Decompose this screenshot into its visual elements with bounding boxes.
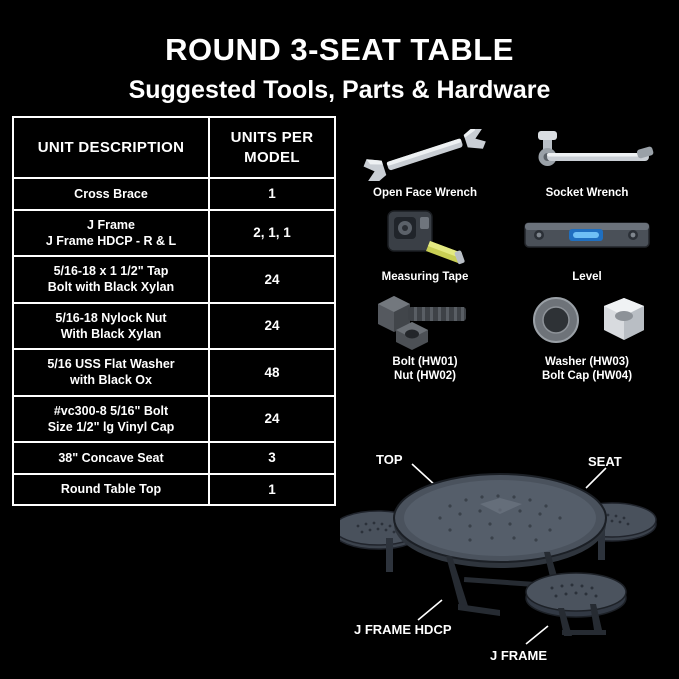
level-icon <box>506 204 668 268</box>
row-units: 1 <box>209 178 335 210</box>
callout-seat: SEAT <box>588 454 622 469</box>
page-subtitle: Suggested Tools, Parts & Hardware <box>128 76 551 104</box>
row-description-line1: 5/16 USS Flat Washer <box>47 357 175 372</box>
row-description <box>13 396 209 443</box>
row-description-line1: 38" Concave Seat <box>58 450 164 465</box>
callout-j-frame: J FRAME <box>490 648 548 663</box>
callout-j-frame-hdcp: J FRAME HDCP <box>354 622 452 637</box>
tool-label <box>344 270 506 284</box>
row-units: 3 <box>209 442 335 474</box>
row-units: 1 <box>209 474 335 506</box>
table-row <box>13 396 335 443</box>
tool-label-line2: Bolt Cap (HW04) <box>541 370 633 383</box>
tool-label-line1: Open Face Wrench <box>373 187 477 199</box>
row-description-line2: Bolt with Black Xylan <box>47 280 175 295</box>
tools-panel <box>344 126 668 384</box>
table-row <box>13 210 335 257</box>
product-drawing <box>340 440 676 674</box>
tool-label-line1: Socket Wrench <box>545 187 629 199</box>
tool-item <box>506 204 668 284</box>
row-description-line1: 5/16-18 Nylock Nut <box>55 310 167 325</box>
row-description-line2: Size 1/2" lg Vinyl Cap <box>47 419 175 434</box>
row-description <box>13 178 209 210</box>
tool-label <box>344 355 506 384</box>
row-description-line1: 5/16-18 x 1 1/2" Tap <box>53 264 169 279</box>
tool-label <box>506 270 668 284</box>
table-header-row <box>13 117 335 178</box>
column-header-units-line1: UNITS PER <box>230 129 314 146</box>
product-illustration <box>340 440 676 674</box>
row-description-line2: With Black Xylan <box>60 326 162 341</box>
callout-top: TOP <box>376 452 403 467</box>
row-description <box>13 442 209 474</box>
tool-item <box>344 126 506 200</box>
row-description-line1: J Frame <box>87 217 135 232</box>
row-description <box>13 256 209 303</box>
tool-label-line1: Washer (HW03) <box>545 355 629 368</box>
tool-label-line1: Measuring Tape <box>381 271 469 284</box>
tool-item <box>506 126 668 200</box>
row-description <box>13 474 209 506</box>
row-units: 24 <box>209 303 335 350</box>
table-row <box>13 178 335 210</box>
tool-item <box>344 289 506 384</box>
table-row <box>13 442 335 474</box>
row-description <box>13 349 209 396</box>
tools-grid <box>344 126 668 384</box>
spec-table-wrap <box>12 116 334 506</box>
row-description-line1: Round Table Top <box>60 482 162 497</box>
tool-label-line1: Level <box>572 271 602 284</box>
measuring-tape-icon <box>344 204 506 268</box>
row-units: 24 <box>209 256 335 303</box>
washer-bolt-cap-icon <box>506 289 668 353</box>
socket-wrench-icon <box>506 126 668 184</box>
row-description-line1: Cross Brace <box>74 186 148 201</box>
column-header-description: UNIT DESCRIPTION <box>13 117 209 178</box>
bolt-nut-icon <box>344 289 506 353</box>
tool-item <box>506 289 668 384</box>
row-description <box>13 303 209 350</box>
tool-label <box>344 186 506 200</box>
table-row <box>13 349 335 396</box>
open-face-wrench-icon <box>344 126 506 184</box>
row-description-line2: J Frame HDCP - R & L <box>45 233 177 248</box>
row-units: 2, 1, 1 <box>209 210 335 257</box>
tool-label-line2: Nut (HW02) <box>394 370 456 383</box>
tool-label <box>506 355 668 384</box>
table-row <box>13 474 335 506</box>
row-description-line1: #vc300-8 5/16" Bolt <box>53 403 169 418</box>
tool-label <box>506 186 668 200</box>
table-row <box>13 303 335 350</box>
column-header-units-line2: MODEL <box>244 148 300 166</box>
tool-item <box>344 204 506 284</box>
row-description <box>13 210 209 257</box>
column-header-units <box>209 117 335 178</box>
spec-table <box>12 116 336 506</box>
tool-label-line1: Bolt (HW01) <box>392 355 458 368</box>
page-title: ROUND 3-SEAT TABLE <box>165 32 514 67</box>
table-row <box>13 256 335 303</box>
row-units: 24 <box>209 396 335 443</box>
row-units: 48 <box>209 349 335 396</box>
row-description-line2: with Black Ox <box>70 373 152 388</box>
